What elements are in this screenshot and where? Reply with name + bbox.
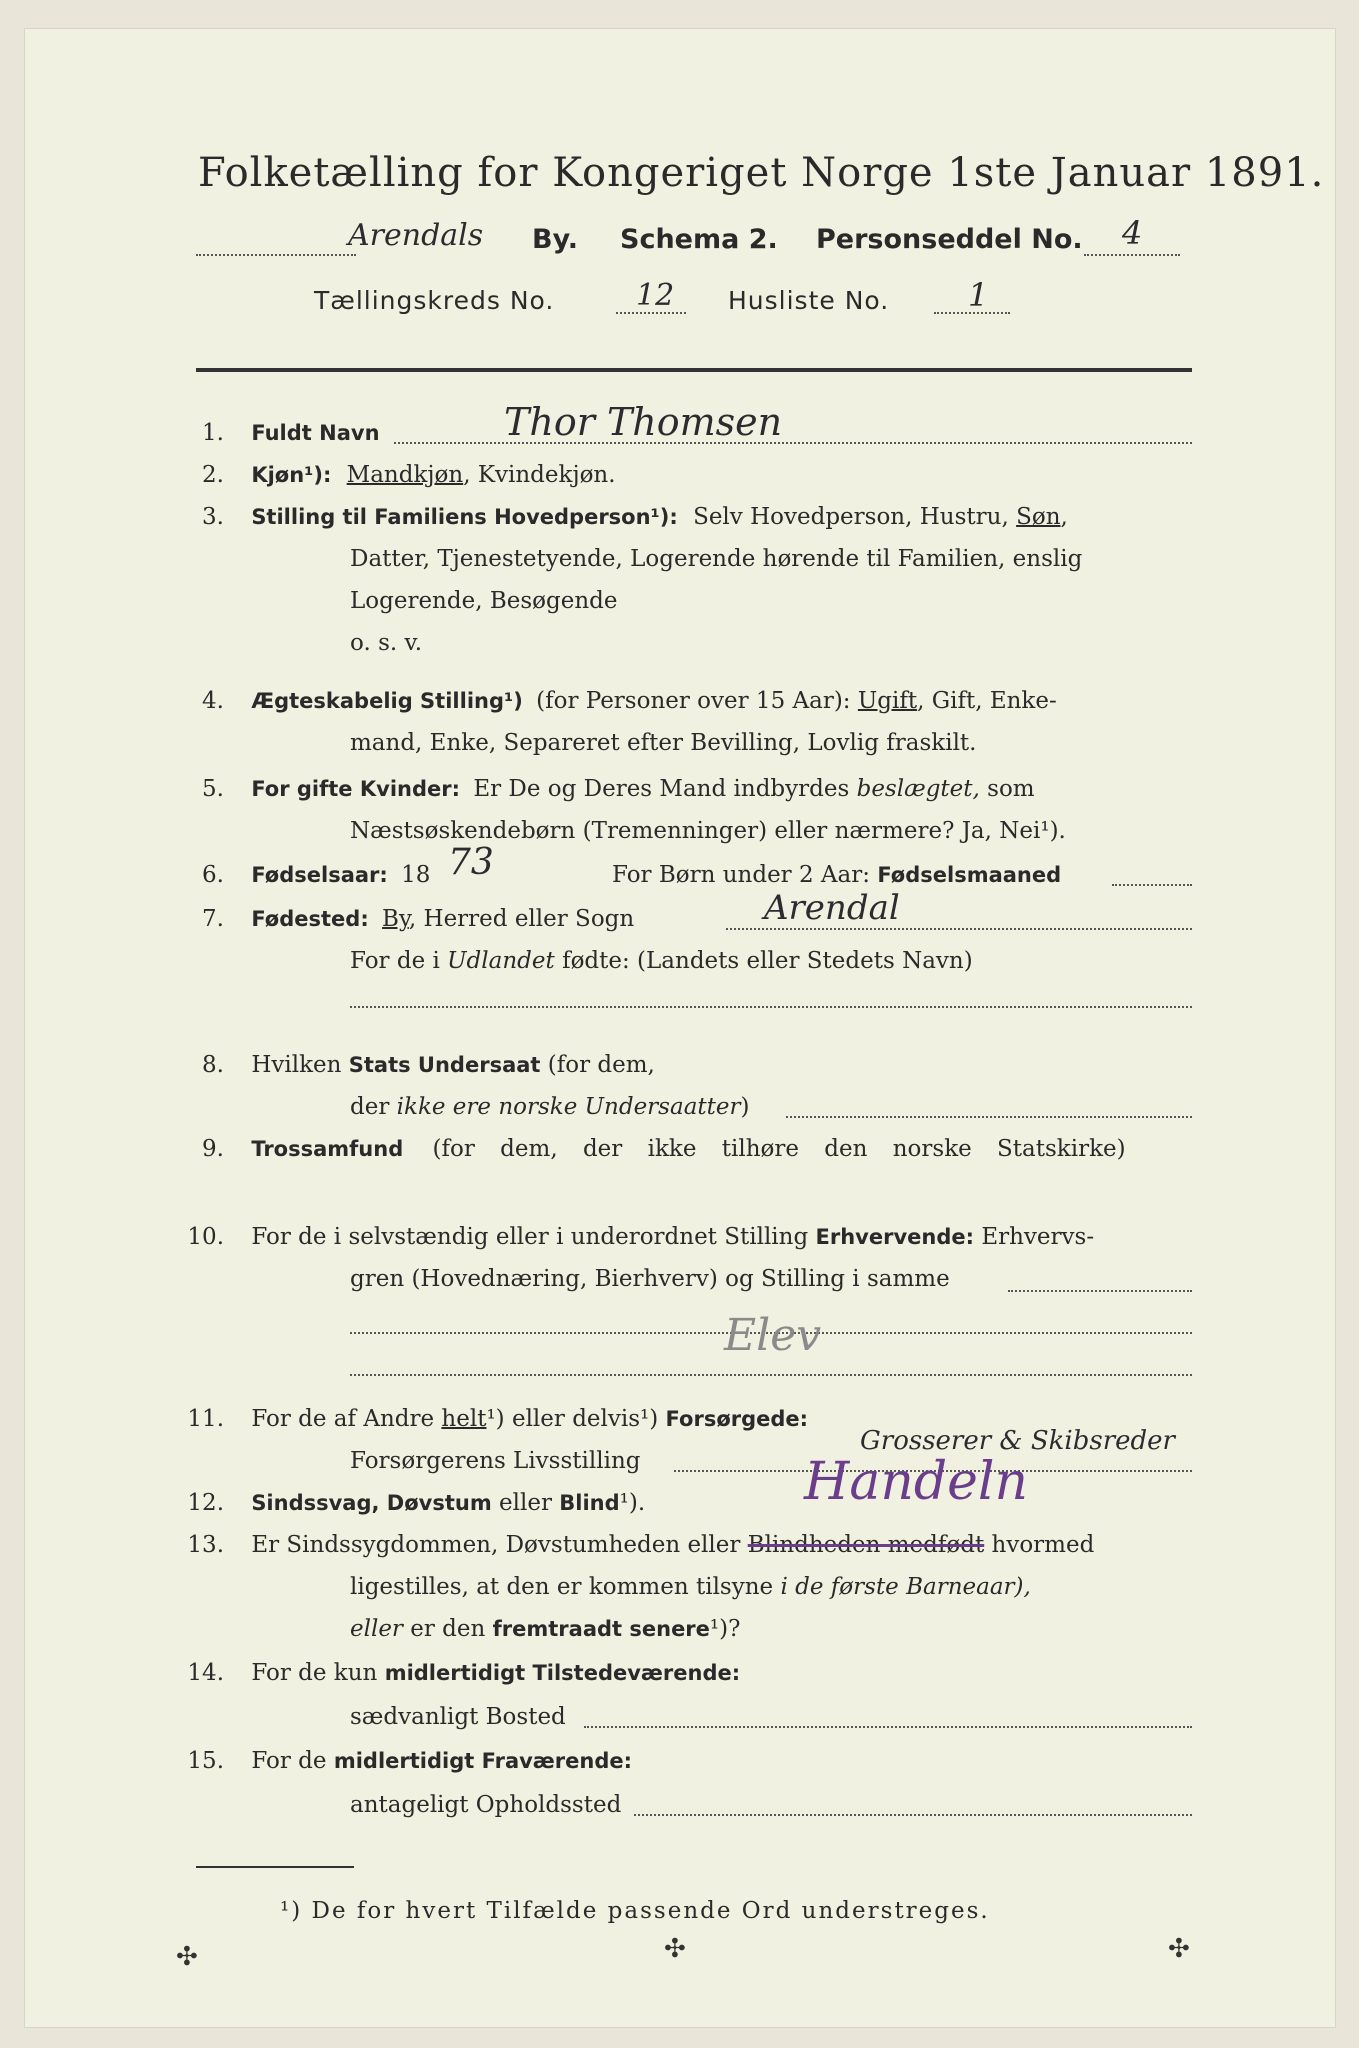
item-12-label2: Blind [559, 1491, 620, 1515]
item-3-number: 3. [202, 504, 224, 530]
item-7-number: 7. [202, 906, 224, 932]
item-10-label: Erhvervende: [815, 1225, 975, 1249]
item-5-line1-italic: beslægtet, [856, 776, 980, 802]
item-13-line1a: Er Sindssygdommen, Døvstumheden eller [251, 1532, 741, 1558]
item-10-value: Elev [724, 1310, 822, 1361]
item-2 [172, 454, 616, 496]
item-7-dotted-line [726, 928, 1192, 930]
item-11-line1a: For de af Andre [251, 1406, 435, 1432]
item-3 [172, 496, 1068, 538]
item-12-rest: eller [499, 1490, 552, 1516]
item-9-label: Trossamfund [251, 1137, 404, 1161]
item-1 [172, 412, 380, 454]
item-4-label: Ægteskabelig Stilling¹) [251, 689, 523, 713]
item-13-label: fremtraadt senere [492, 1617, 710, 1641]
item-5-line1a: Er De og Deres Mand indbyrdes [473, 776, 850, 802]
item-15-line2: antageligt Opholdssted [350, 1792, 622, 1818]
item-13-line3 [350, 1608, 740, 1650]
item-13-number: 13. [187, 1532, 224, 1558]
footnote: ¹) De for hvert Tilfælde passende Ord understreges. [280, 1898, 990, 1924]
item-9-number: 9. [202, 1136, 224, 1162]
item-7-selected-by: By [382, 906, 409, 932]
item-13 [172, 1524, 1094, 1566]
item-12-sup: ¹). [619, 1490, 646, 1516]
item-8-dotted-line [786, 1116, 1192, 1118]
item-3-selected-son: Søn [1016, 504, 1061, 530]
item-7-line2-italic: Udlandet [447, 948, 555, 974]
item-7 [172, 898, 634, 940]
item-13-line3a: er den [410, 1616, 486, 1642]
item-11-number: 11. [187, 1406, 224, 1432]
item-2-rest: , Kvindekjøn. [463, 462, 616, 488]
registration-mark-center: ✣ [664, 1934, 686, 1964]
item-13-line2-italic: i de første Barneaar), [780, 1574, 1031, 1600]
item-8-number: 8. [202, 1052, 224, 1078]
item-8-line2b: ) [740, 1094, 750, 1120]
by-label: By. [532, 224, 578, 255]
item-6-label: Fødselsaar: [251, 863, 388, 887]
item-5-number: 5. [202, 776, 224, 802]
item-12-value-violet: Handeln [804, 1452, 1029, 1512]
census-form-page [24, 28, 1336, 2028]
husliste-value: 1 [968, 276, 989, 314]
item-11-value: Grosserer & Skibsreder [860, 1426, 1175, 1456]
item-2-selected-mandkjon: Mandkjøn [346, 462, 464, 488]
item-7-label: Fødested: [251, 907, 369, 931]
item-14-line1a: For de kun [251, 1660, 378, 1686]
item-3-line3: Logerende, Besøgende [350, 588, 618, 614]
item-9-rest: (for dem, der ikke tilhøre den norske Statskirke) [432, 1136, 1126, 1162]
item-5-label: For gifte Kvinder: [251, 777, 460, 801]
item-1-number: 1. [202, 420, 224, 446]
item-10 [172, 1216, 1094, 1258]
item-6-value: 73 [448, 842, 494, 883]
item-1-value: Thor Thomsen [504, 400, 783, 444]
item-13-struck-text: Blindheden medfødt [747, 1532, 985, 1558]
item-6-number: 6. [202, 862, 224, 888]
item-6 [172, 854, 430, 896]
town-dotted-line [196, 254, 356, 256]
item-8-line2-italic: ikke ere norske Undersaatter [396, 1094, 741, 1120]
item-11-label: Forsørgede: [665, 1407, 809, 1431]
item-13-line1b: hvormed [991, 1532, 1095, 1558]
item-15-dotted-line [634, 1814, 1192, 1816]
item-13-line2a: ligestilles, at den er kommen tilsyne [350, 1574, 774, 1600]
item-8-line2 [350, 1086, 749, 1128]
item-11 [172, 1398, 808, 1440]
item-8 [172, 1044, 655, 1086]
item-8-label: Stats Undersaat [348, 1053, 541, 1077]
item-6-mid-text: For Børn under 2 Aar: [612, 862, 870, 888]
item-2-number: 2. [202, 462, 224, 488]
item-14-label: midlertidigt Tilstedeværende: [384, 1661, 741, 1685]
item-7-rest: , Herred eller Sogn [408, 906, 635, 932]
item-7-value: Arendal [764, 888, 900, 928]
page-title: Folketælling for Kongeriget Norge 1ste Januar 1891. [198, 150, 1325, 196]
item-10-dotted-line [1008, 1290, 1192, 1292]
personseddel-value: 4 [1122, 214, 1143, 252]
item-7-blank-line [350, 1006, 1192, 1008]
husliste-label: Husliste No. [728, 286, 890, 315]
registration-mark-left: ✣ [176, 1942, 198, 1972]
item-6-label2: Fødselsmaaned [877, 863, 1062, 887]
item-8-line1a: Hvilken [251, 1052, 342, 1078]
kreds-label: Tællingskreds No. [314, 286, 555, 315]
item-15-line1a: For de [251, 1748, 327, 1774]
item-4-number: 4. [202, 688, 224, 714]
item-13-line3-italic: eller [350, 1616, 403, 1642]
item-6-prefix: 18 [401, 862, 431, 888]
registration-mark-right: ✣ [1168, 1934, 1190, 1964]
item-11-selected-helt: helt [441, 1406, 487, 1432]
header-rule [196, 368, 1192, 372]
item-3-label: Stilling til Familiens Hovedperson¹): [251, 505, 678, 529]
item-10-line1c: Erhvervs- [981, 1224, 1095, 1250]
item-7-line2a: For de i [350, 948, 440, 974]
footnote-rule [196, 1866, 354, 1868]
item-6-dotted-line [1112, 884, 1192, 886]
item-13-line2 [350, 1566, 1031, 1608]
item-10-blank-line-2 [350, 1374, 1192, 1376]
item-10-number: 10. [187, 1224, 224, 1250]
item-8-line2a: der [350, 1094, 390, 1120]
item-4-line1a: (for Personer over 15 Aar): [536, 688, 851, 714]
town-handwritten: Arendals [348, 218, 484, 253]
item-10-line2: gren (Hovednæring, Bierhverv) og Stilling i samme [350, 1266, 950, 1292]
item-13-line3c: ¹)? [709, 1616, 741, 1642]
item-3-line1: Selv Hovedperson, Hustru, [693, 504, 1009, 530]
item-15 [172, 1740, 632, 1782]
item-3-line1-end: , [1060, 504, 1068, 530]
item-11-line1b: ¹) eller delvis¹) [486, 1406, 659, 1432]
item-5-line2: Næstsøskendebørn (Tremenninger) eller nærmere? Ja, Nei¹). [350, 818, 1066, 844]
item-12-number: 12. [187, 1490, 224, 1516]
item-14-number: 14. [187, 1660, 224, 1686]
personseddel-label: Personseddel No. [816, 224, 1083, 255]
item-14-line2: sædvanligt Bosted [350, 1704, 566, 1730]
item-7-line2b: fødte: (Landets eller Stedets Navn) [562, 948, 973, 974]
item-2-label: Kjøn¹): [251, 463, 332, 487]
item-9 [172, 1128, 1126, 1170]
item-1-label: Fuldt Navn [251, 421, 380, 445]
item-5 [172, 768, 1035, 810]
item-4 [172, 680, 1057, 722]
item-7-line2 [350, 940, 973, 982]
item-14-dotted-line [584, 1726, 1192, 1728]
item-5-line1b: som [987, 776, 1035, 802]
item-15-label: midlertidigt Fraværende: [333, 1749, 633, 1773]
item-3-line2: Datter, Tjenestetyende, Logerende hørende til Familien, enslig [350, 546, 1083, 572]
item-10-line1a: For de i selvstændig eller i underordnet Stilling [251, 1224, 809, 1250]
item-12-label: Sindssvag, Døvstum [251, 1491, 492, 1515]
kreds-value: 12 [636, 278, 675, 313]
item-12 [172, 1482, 645, 1524]
item-15-number: 15. [187, 1748, 224, 1774]
item-11-line2: Forsørgerens Livsstilling [350, 1448, 641, 1474]
item-4-line1b: , Gift, Enke- [917, 688, 1057, 714]
item-3-line4: o. s. v. [350, 630, 423, 656]
personseddel-dotted-line [1084, 254, 1180, 256]
item-4-line2: mand, Enke, Separeret efter Bevilling, Lovlig fraskilt. [350, 730, 977, 756]
item-4-selected-ugift: Ugift [857, 688, 918, 714]
schema-label: Schema 2. [620, 224, 778, 255]
item-14 [172, 1652, 740, 1694]
item-8-line1c: (for dem, [547, 1052, 655, 1078]
